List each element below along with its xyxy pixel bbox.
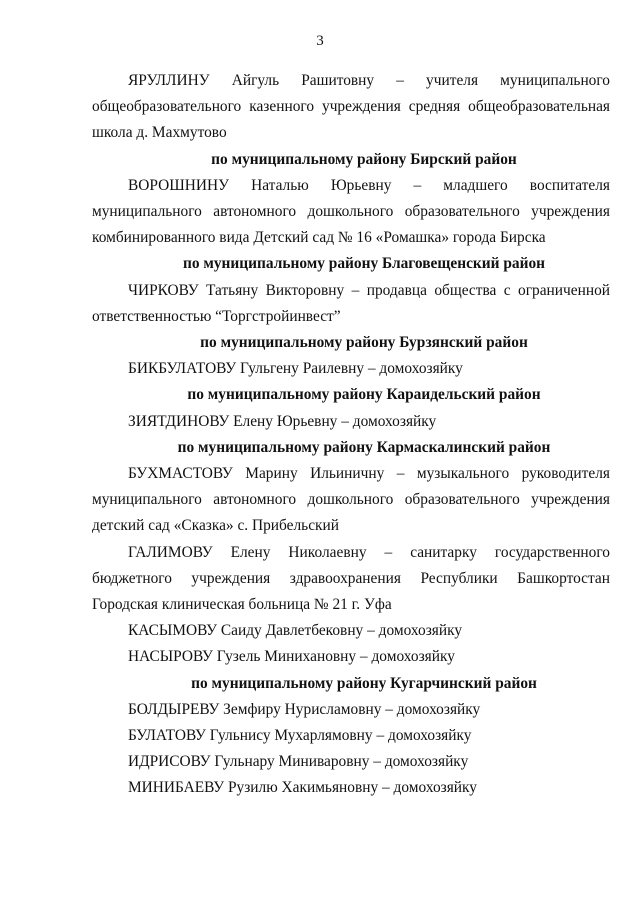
district-heading-birsky: по муниципальному району Бирский район xyxy=(211,150,517,168)
person-entry-bikbulatova: БИКБУЛАТОВУ Гульгену Раилевну – домохозяйку xyxy=(128,360,463,378)
document-body xyxy=(92,68,610,802)
district-heading-burzyansky: по муниципальному району Бурзянский район xyxy=(200,334,528,352)
district-heading-karaidelsky: по муниципальному району Караидельский район xyxy=(187,386,541,404)
person-entry-minibaeva: МИНИБАЕВУ Рузилю Хакимьяновну – домохозяйку xyxy=(128,779,477,797)
person-entry-yarullina: ЯРУЛЛИНУ Айгуль Рашитовну – учителя муниципального общеобразовательного казенного учреждения средняя общеобразовательная школа д. Махмутово xyxy=(92,72,610,142)
person-entry-bulatova: БУЛАТОВУ Гульнису Мухарлямовну – домохозяйку xyxy=(128,727,472,745)
person-entry-nasyrova: НАСЫРОВУ Гузель Минихановну – домохозяйку xyxy=(128,648,455,666)
person-entry-galimova: ГАЛИМОВУ Елену Николаевну – санитарку государственного бюджетного учреждения здравоохранения Республики Башкортостан Городская клиническая больница № 21 г. Уфа xyxy=(92,543,610,614)
district-heading-blagoveshchensky: по муниципальному району Благовещенский район xyxy=(182,255,546,273)
person-entry-bukhmastova: БУХМАСТОВУ Марину Ильиничну – музыкального руководителя муниципального автономного дошкольного образовательного учреждения детский сад «Сказка» с. Прибельский xyxy=(92,465,610,535)
person-entry-idrisova: ИДРИСОВУ Гульнару Миниваровну – домохозяйку xyxy=(128,753,469,771)
person-entry-chirkova: ЧИРКОВУ Татьяну Викторовну – продавца общества с ограниченной ответственностью “Торгстройинвест” xyxy=(92,281,610,325)
person-entry-ziyatdinova: ЗИЯТДИНОВУ Елену Юрьевну – домохозяйку xyxy=(128,412,437,430)
person-entry-voroshnina: ВОРОШНИНУ Наталью Юрьевну – младшего воспитателя муниципального автономного дошкольного образовательного учреждения комбинированного вида Детский сад № 16 «Ромашка» города Бирска xyxy=(92,176,610,247)
person-entry-boldyreva: БОЛДЫРЕВУ Земфиру Нурисламовну – домохозяйку xyxy=(128,700,481,718)
person-entry-kasymova: КАСЫМОВУ Саиду Давлетбековну – домохозяйку xyxy=(128,622,463,640)
district-heading-karmaskalinsky: по муниципальному району Кармаскалинский район xyxy=(177,438,551,456)
district-heading-kugarchinsky: по муниципальному району Кугарчинский район xyxy=(191,674,537,692)
page-number: 3 xyxy=(316,33,324,49)
